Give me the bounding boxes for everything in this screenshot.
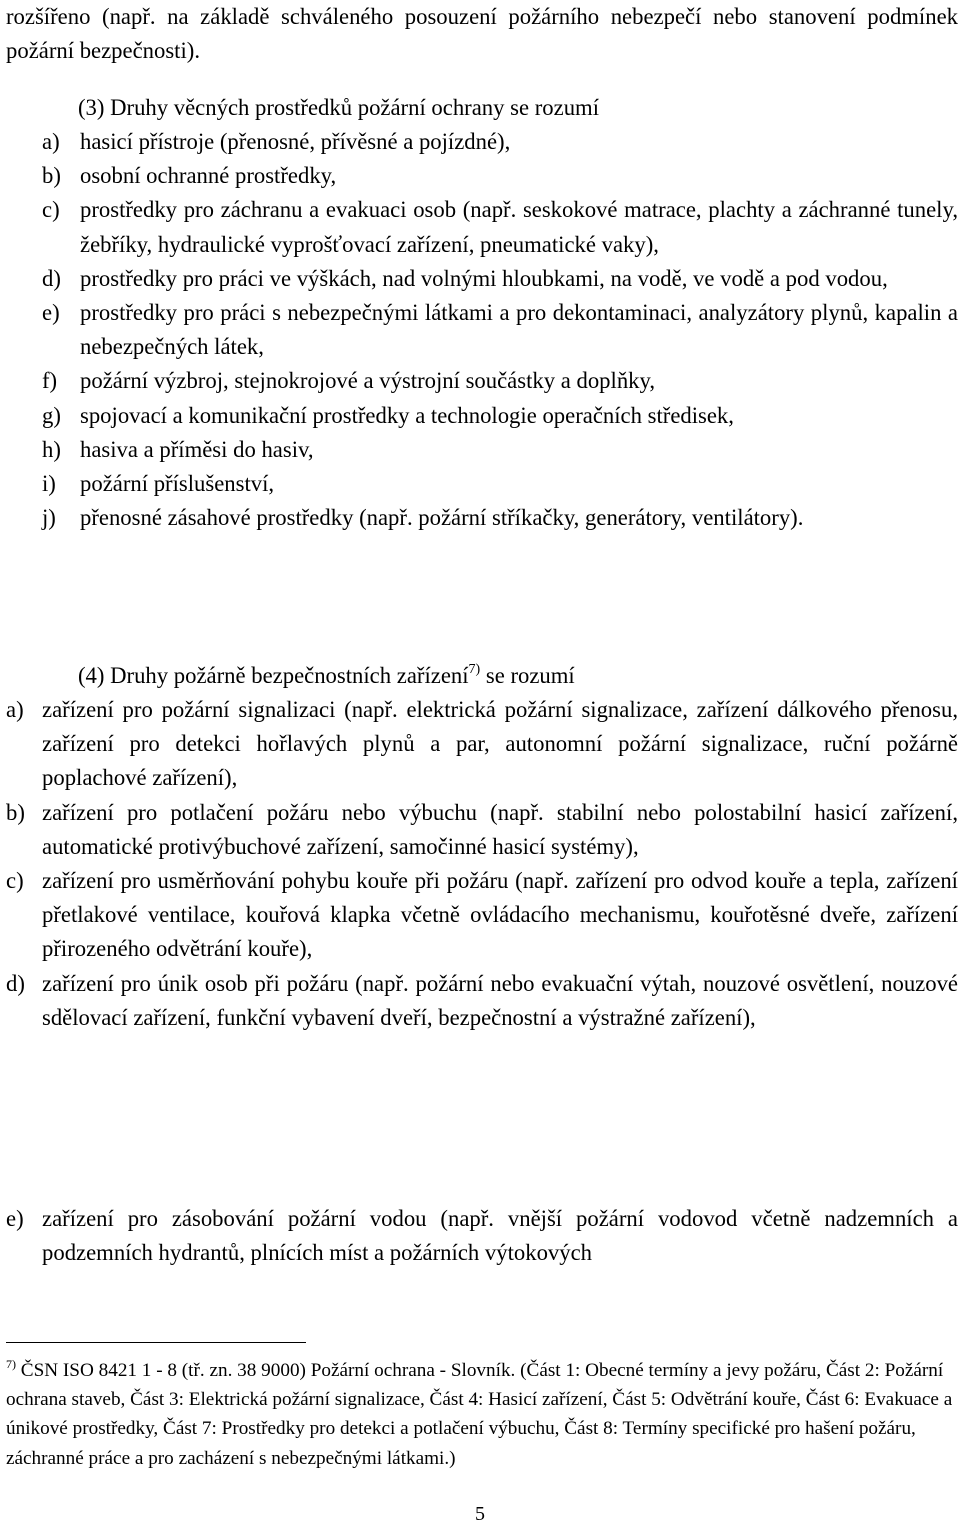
list-letter: b) [6,799,25,825]
list-item [6,1202,958,1270]
list-letter: h) [42,436,61,462]
list-letter: c) [42,197,60,223]
list-letter: a) [42,129,60,154]
section-3-list [42,125,958,535]
list-item-text: prostředky pro práci s nebezpečnými látkami a pro dekontaminaci, analyzátory plynů, kapalin a nebezpečných látek, [80,300,958,360]
list-item [6,967,958,1035]
list-item [42,296,958,364]
section-4-intro [6,659,958,693]
list-item-text: prostředky pro záchranu a evakuaci osob (např. seskokové matrace, plachty a záchranné tunely, žebříky, hydraulické vyprošťovací zařízení, pneumatické vaky), [80,197,958,257]
list-item-text: zařízení pro zásobování požární vodou (např. vnější požární vodovod včetně nadzemních a podzemních hydrantů, plnících míst a požárních výtokových [42,1206,958,1266]
list-item [6,864,958,967]
list-item [42,125,958,159]
continuation-paragraph: rozšířeno (např. na základě schváleného posouzení požárního nebezpečí nebo stanovení podmínek požární bezpečnosti). [6,4,958,64]
list-letter: g) [42,402,61,428]
list-item [6,693,958,796]
footnote-mark: 7) [6,1357,16,1371]
list-letter: d) [6,970,25,996]
list-item [42,501,958,535]
list-letter: e) [6,1206,24,1231]
list-item-text: požární výzbroj, stejnokrojové a výstrojní součástky a doplňky, [80,368,656,394]
list-item-text: prostředky pro práci ve výškách, nad volnými hloubkami, na vodě, ve vodě a pod vodou, [80,265,888,291]
list-item-text: hasiva a příměsi do hasiv, [80,436,314,462]
section-3-intro: (3) Druhy věcných prostředků požární ochrany se rozumí [78,95,600,120]
list-item [42,159,958,193]
footnote-separator [6,1342,306,1343]
list-item-text: požární příslušenství, [80,471,275,497]
page-number: 5 [475,1503,485,1525]
list-letter: e) [42,300,60,326]
section-4-intro-text: (4) Druhy požárně bezpečnostních zařízení [78,663,469,688]
list-letter: i) [42,471,56,497]
list-item-text: hasicí přístroje (přenosné, přívěsné a pojízdné), [80,129,511,154]
footnote-reference: 7) [468,662,481,677]
list-letter: f) [42,368,58,394]
list-item [42,193,958,261]
list-letter: d) [42,265,61,291]
list-item-text: přenosné zásahové prostředky (např. požární stříkačky, generátory, ventilátory). [80,505,804,531]
list-item-text: zařízení pro usměrňování pohybu kouře při požáru (např. zařízení pro odvod kouře a tepla, zařízení přetlakové ventilace, kouřová klapka včetně ovládacího mechanismu, kouřotěsné dveře, zařízení přirozeného odvětrání kouře), [42,868,958,962]
list-item-text: zařízení pro potlačení požáru nebo výbuchu (např. stabilní nebo polostabilní hasicí zařízení, automatické protivýbuchové zařízení, samočinné hasicí systémy), [42,799,958,859]
list-letter: j) [42,505,56,531]
section-4-list [6,693,958,1035]
list-letter: c) [6,868,24,894]
footnote [6,1356,956,1473]
list-item [42,262,958,296]
list-item-text: spojovací a komunikační prostředky a technologie operačních středisek, [80,402,734,428]
list-item-text: zařízení pro požární signalizaci (např. elektrická požární signalizace, zařízení dálkového přenosu, zařízení pro detekci hořlavých plynů a par, autonomní požární signalizace, ruční požárně poplachové zařízení), [42,697,958,791]
section-4-intro-tail: se rozumí [480,663,575,688]
list-item [6,796,958,864]
list-item [42,364,958,398]
footnote-text: ČSN ISO 8421 1 - 8 (tř. zn. 38 9000) Požární ochrana - Slovník. (Část 1: Obecné termíny a jevy požáru, Část 2: Požární ochrana staveb, Část 3: Elektrická požární signalizace, Část 4: Hasicí zařízení, Část 5: Odvětrání kouře, Část 6: Evakuace a únikové prostředky, Část 7: Prostředky pro detekci a potlačení výbuchu, Část 8: Termíny specifické pro hašení požáru, záchranné práce a pro zacházení s nebezpečnými látkami.) [6,1360,953,1469]
list-item [42,433,958,467]
list-item [42,399,958,433]
list-letter: b) [42,163,61,189]
section-4-list-continued [6,1202,958,1270]
list-item-text: zařízení pro únik osob při požáru (např. požární nebo evakuační výtah, nouzové osvětlení, nouzové sdělovací zařízení, funkční vybavení dveří, bezpečnostní a výstražné zařízení), [42,970,958,1030]
list-letter: a) [6,697,24,722]
list-item-text: osobní ochranné prostředky, [80,163,337,189]
list-item [42,467,958,501]
